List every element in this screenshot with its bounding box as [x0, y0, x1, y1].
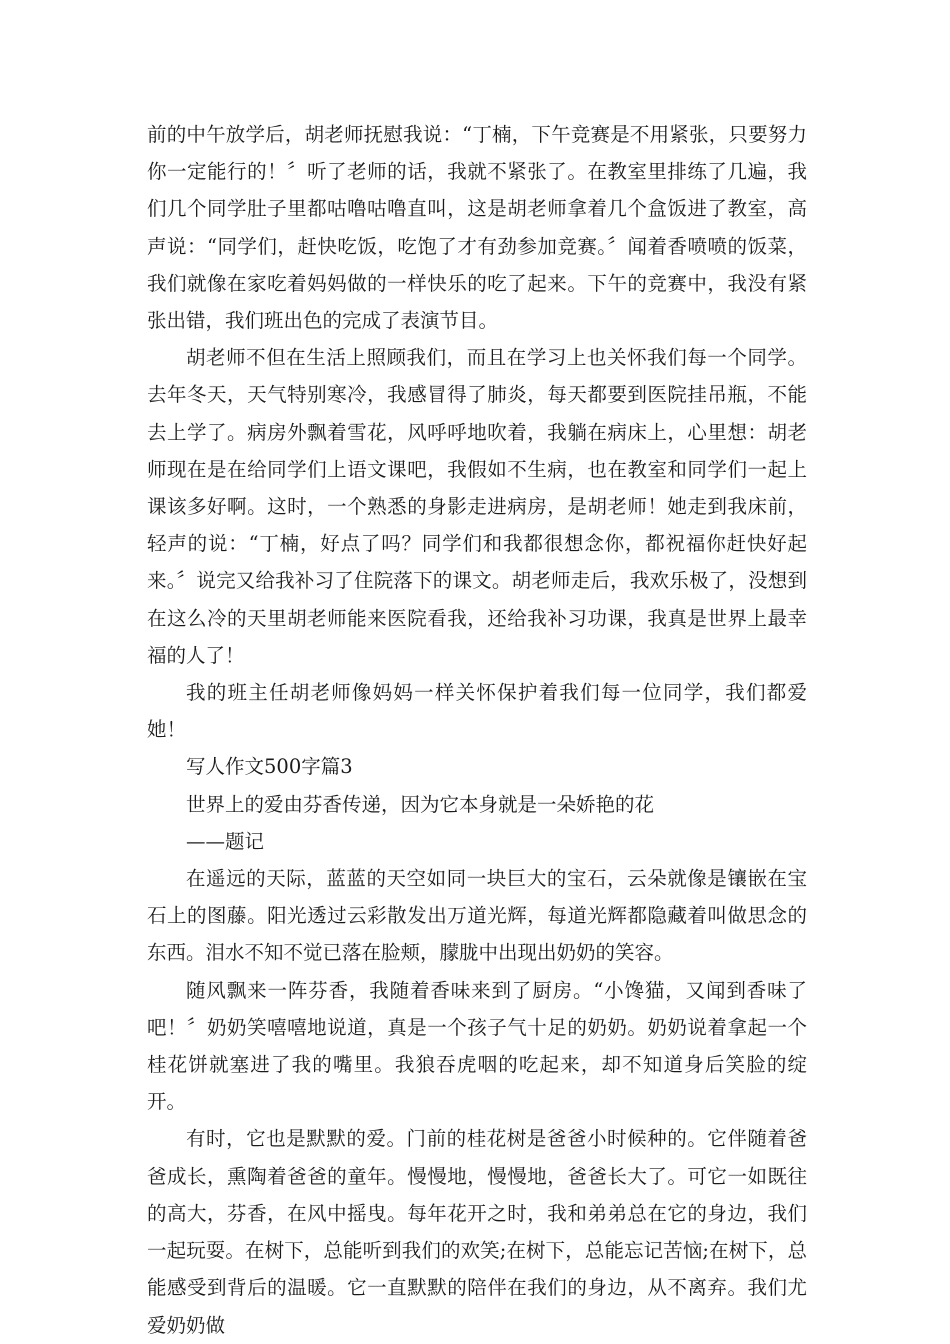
- paragraph-2: 胡老师不但在生活上照顾我们，而且在学习上也关怀我们每一个同学。去年冬天，天气特别寒冷，我感冒得了肺炎，每天都要到医院挂吊瓶，不能去上学了。病房外飘着雪花，风呼呼地吹着，我躺在病床上，心里想：胡老师现在是在给同学们上语文课吧，我假如不生病，也在教室和同学们一起上课该多好啊。这时，一个熟悉的身影走进病房，是胡老师！她走到我床前，轻声的说：“丁楠，好点了吗？同学们和我都很想念你，都祝福你赶快好起来。〞说完又给我补习了住院落下的课文。胡老师走后，我欢乐极了，没想到在这么冷的天里胡老师能来医院看我，还给我补习功课，我真是世界上最幸福的人了！: [147, 346, 807, 667]
- epigraph: 世界上的爱由芬香传递，因为它本身就是一朵娇艳的花: [186, 792, 655, 816]
- paragraph-1: 前的中午放学后，胡老师抚慰我说：“丁楠，下午竞赛是不用紧张，只要努力你一定能行的！〞听了老师的话，我就不紧张了。在教室里排练了几遍，我们几个同学肚子里都咕噜咕噜直叫，这是胡老师拿着几个盒饭进了教室，高声说：“同学们，赶快吃饭，吃饱了才有劲参加竞赛。〞闻着香喷喷的饭菜，我们就像在家吃着妈妈做的一样快乐的吃了起来。下午的竞赛中，我没有紧张出错，我们班出色的完成了表演节目。: [147, 123, 807, 333]
- document-body: [147, 116, 807, 1344]
- epigraph-attribution: ——题记: [186, 829, 265, 853]
- paragraph-4: 在遥远的天际，蓝蓝的天空如同一块巨大的宝石，云朵就像是镶嵌在宝石上的图藤。阳光透过云彩散发出万道光辉，每道光辉都隐藏着叫做思念的东西。泪水不知不觉已落在脸颊，朦胧中出现出奶奶的笑容。: [147, 867, 807, 965]
- paragraph-3: 我的班主任胡老师像妈妈一样关怀保护着我们每一位同学，我们都爱她！: [147, 681, 807, 742]
- paragraph-5: 随风飘来一阵芬香，我随着香味来到了厨房。“小馋猫，又闻到香味了吧！〞奶奶笑嘻嘻地说道，真是一个孩子气十足的奶奶。奶奶说着拿起一个桂花饼就塞进了我的嘴里。我狼吞虎咽的吃起来，却不知道身后笑脸的绽开。: [147, 978, 807, 1114]
- section-heading: 写人作文500字篇3: [186, 755, 353, 779]
- paragraph-6: 有时，它也是默默的爱。门前的桂花树是爸爸小时候种的。它伴随着爸爸成长，熏陶着爸爸的童年。慢慢地，慢慢地，爸爸长大了。可它一如既往的高大，芬香，在风中摇曳。每年花开之时，我和弟弟总在它的身边，我们一起玩耍。在树下，总能听到我们的欢笑;在树下，总能忘记苦恼;在树下，总能感受到背后的温暖。它一直默默的陪伴在我们的身边，从不离弃。我们尤爱奶奶做: [147, 1127, 807, 1337]
